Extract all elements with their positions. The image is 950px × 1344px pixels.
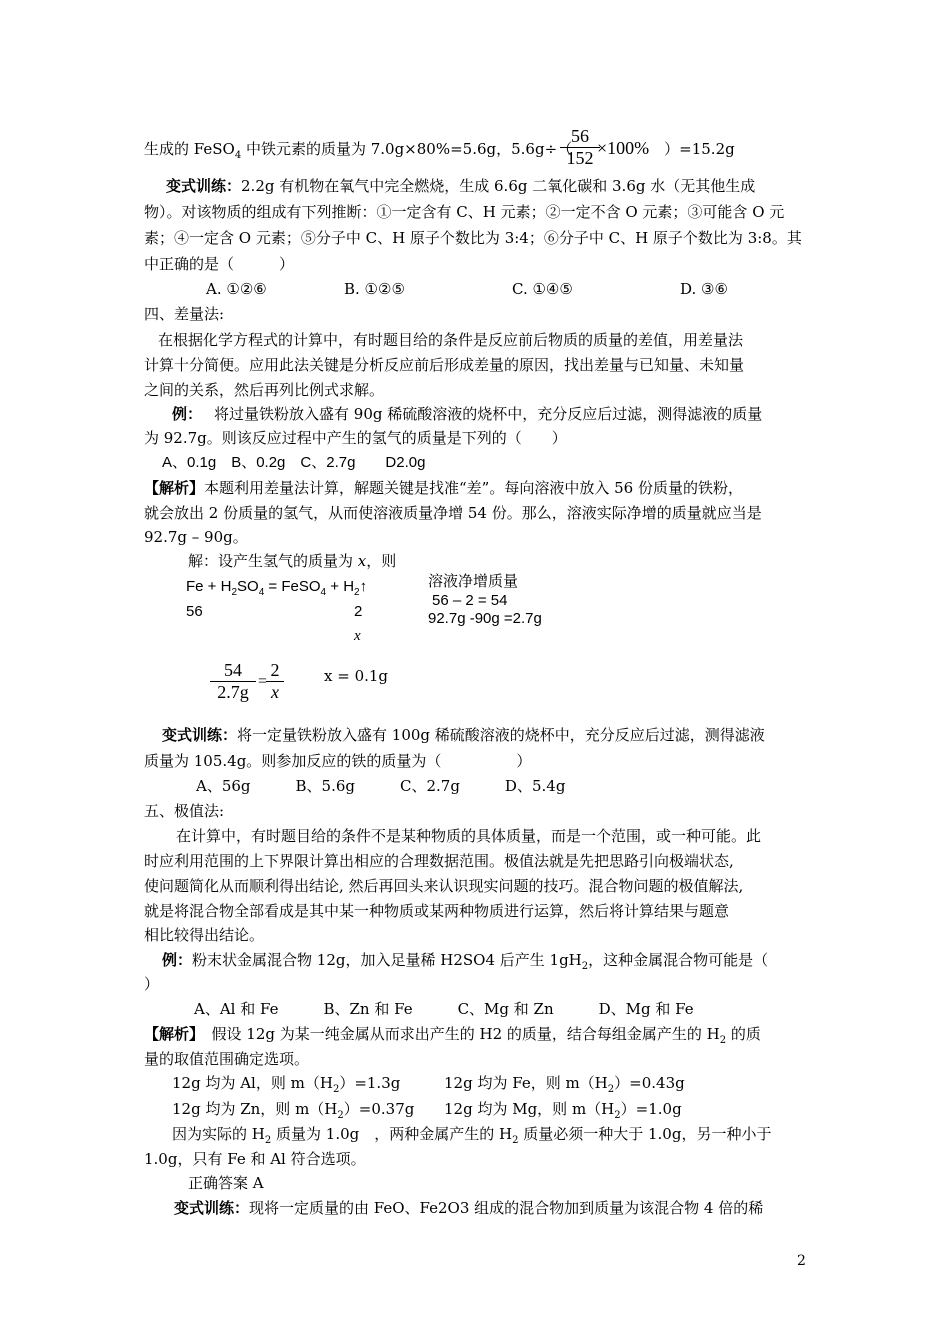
correct-answer: 正确答案 A — [188, 1174, 264, 1192]
text: ）=1.3g — [339, 1074, 401, 1092]
analysis-1-line-2: 就会放出 2 份质量的氢气，从而使溶液质量净增 54 份。那么，溶液实际净增的质量就应当是 — [144, 504, 762, 522]
subscript: 2 — [354, 587, 360, 598]
text: 12g 均为 Mg，则 m（H — [444, 1100, 615, 1118]
section-4-para-line-1: 在根据化学方程式的计算中，有时题目给的条件是反应前后物质的质量的差值，用差量法 — [158, 331, 744, 349]
analysis-2-line-2: 量的取值范围确定选项。 — [144, 1050, 310, 1068]
variable-x: x — [357, 552, 367, 570]
text: 生成的 FeSO — [144, 140, 235, 158]
subscript: 2 — [337, 1110, 344, 1121]
example-1-line-2: 为 92.7g。则该反应过程中产生的氢气的质量是下列的（ ） — [144, 429, 567, 447]
subscript: 2 — [332, 1084, 340, 1095]
section-5-para-line-1: 在计算中，有时题目给的条件不是某种物质的具体质量，而是一个范围，或一种可能。此 — [176, 827, 762, 845]
text: Fe + H — [186, 578, 232, 595]
text: + H — [326, 578, 355, 595]
text: 将过量铁粉放入盛有 90g 稀硫酸溶液的烧杯中，充分反应后过滤，测得滤液的质量 — [214, 405, 763, 423]
analysis-label: 【解析】 — [144, 1025, 197, 1043]
text: 2.2g 有机物在氧气中完全燃烧，生成 6.6g 二氧化碳和 3.6g 水（无其他生成 — [241, 177, 756, 195]
fraction-numerator: 56 — [571, 126, 589, 146]
text: ，则 — [366, 552, 397, 570]
text: ，这种金属混合物可能是（ — [588, 951, 769, 969]
text: 因为实际的 H — [172, 1125, 265, 1143]
section-5-para-line-2: 时应利用范围的上下界限计算出相应的合理数据范围。极值法就是先把思路引向极端状态, — [144, 852, 734, 870]
text: 本题利用差量法计算，解题关键是找准“差”。每向溶液中放入 56 份质量的铁粉， — [204, 479, 743, 497]
result-mg — [444, 1099, 682, 1126]
text: 假设 12g 为某一纯金属从而求出产生的 H2 的质量，结合每组金属产生的 H — [196, 1025, 720, 1043]
fraction-numerator: 54 — [224, 660, 242, 680]
fraction-54-2.7g — [210, 660, 256, 703]
net-increase-title: 溶液净增质量 — [428, 572, 519, 590]
chemical-equation — [186, 577, 367, 603]
variation-2-line-1 — [144, 725, 765, 745]
variation-2-line-2: 质量为 105.4g。则参加反应的铁的质量为（ ） — [144, 752, 532, 770]
text: 将一定量铁粉放入盛有 100g 稀硫酸溶液的烧杯中，充分反应后过滤，测得滤液 — [237, 726, 765, 744]
example-label: 例： — [172, 405, 203, 423]
analysis-1-line-1 — [144, 478, 743, 498]
subscript: 4 — [234, 150, 242, 161]
variation-1-line-2: 物）。对该物质的组成有下列推断：①一定含有 C、H 元素；②一定不含 O 元素；③可能含 O 元 — [144, 203, 785, 221]
result-fe — [444, 1073, 685, 1100]
text: ）=1.0g — [620, 1100, 682, 1118]
variation-1-line-3: 素；④一定含 O 元素；⑤分子中 C、H 原子个数比为 3:4；⑥分子中 C、H 原子个数比为 3:8。其 — [144, 229, 802, 247]
fraction-denominator: 2.7g — [210, 681, 256, 703]
section-5-para-line-5: 相比较得出结论。 — [144, 926, 265, 944]
section-5-para-line-4: 就是将混合物全部看成是其中某一种物质或某两种物质进行运算，然后将计算结果与题意 — [144, 902, 730, 920]
equation-x: x — [354, 628, 361, 644]
variation-1-line-1 — [144, 176, 755, 196]
text: ）=0.43g — [614, 1074, 685, 1092]
x-result: x = 0.1g — [324, 667, 389, 685]
subscript: 4 — [258, 587, 265, 598]
section-5-para-line-3: 使问题简化从而顺利得出结论, 然后再回头来认识现实问题的技巧。混合物问题的极值解法, — [144, 877, 744, 895]
option-b: B. ①②⑤ — [344, 280, 405, 298]
text: 12g 均为 Zn，则 m（H — [172, 1100, 338, 1118]
text: 粉末状金属混合物 12g，加入足量稀 H2SO4 后产生 1gH — [192, 951, 582, 969]
example-2-options: A、Al 和 Fe B、Zn 和 Fe C、Mg 和 Zn D、Mg 和 Fe — [194, 1000, 694, 1018]
example-2-line-2: ） — [144, 975, 160, 993]
example-1-options: A、0.1g B、0.2g C、2.7g D2.0g — [162, 454, 426, 471]
subscript: 2 — [231, 587, 237, 598]
text: 解：设产生氢气的质量为 — [188, 552, 358, 570]
variation-label: 变式训练： — [162, 726, 238, 744]
text: 质量为 1.0g ，两种金属产生的 H — [271, 1125, 513, 1143]
section-4-para-line-3: 之间的关系，然后再列比例式求解。 — [144, 381, 385, 399]
page-number: 2 — [797, 1253, 806, 1269]
section-4-title: 四、差量法: — [144, 305, 225, 323]
text: 中铁元素的质量为 7.0g×80%=5.6g，5.6g÷（ — [241, 140, 573, 158]
fraction-2-x — [266, 660, 284, 703]
times-100-percent: ×100% — [597, 138, 650, 158]
subscript: 2 — [512, 1135, 519, 1146]
variation-label: 变式训练： — [174, 1199, 250, 1217]
equals-sign: = — [258, 673, 268, 690]
equation-fe-mass: 56 — [186, 603, 203, 620]
text: 12g 均为 Al，则 m（H — [172, 1074, 333, 1092]
option-d: D. ③⑥ — [680, 280, 728, 298]
subscript: 2 — [719, 1035, 727, 1046]
subscript: 2 — [614, 1110, 621, 1121]
net-increase-calc-1: 56 – 2 = 54 — [432, 592, 508, 609]
option-c: C. ①④⑤ — [512, 280, 573, 298]
up-arrow-icon: ↑ — [359, 578, 368, 595]
fraction-numerator: 2 — [270, 660, 280, 680]
subscript: 2 — [264, 1135, 272, 1146]
subscript: 2 — [607, 1084, 615, 1095]
fraction-denominator: 152 — [560, 147, 600, 169]
example-1-line-1 — [172, 404, 762, 424]
subscript: 4 — [320, 587, 327, 598]
section-5-title: 五、极值法: — [144, 802, 225, 820]
fraction-denominator: x — [266, 681, 284, 703]
analysis-label: 【解析】 — [144, 479, 205, 497]
example-2-line-1 — [162, 950, 768, 977]
text: SO — [237, 578, 259, 595]
section-4-para-line-2: 计算十分简便。应用此法关键是分析反应前后形成差量的原因，找出差量与已知量、未知量 — [144, 356, 745, 374]
example-label: 例： — [162, 951, 193, 969]
subscript: 2 — [581, 961, 589, 972]
analysis-1-line-3: 92.7g – 90g。 — [144, 528, 248, 546]
result-al — [172, 1073, 400, 1100]
text: 质量必须一种大于 1.0g，另一种小于 — [518, 1125, 772, 1143]
text: 现将一定质量的由 FeO、Fe2O3 组成的混合物加到质量为该混合物 4 倍的稀 — [249, 1199, 764, 1217]
equation-h2-mass: 2 — [354, 603, 363, 620]
text: 的质 — [726, 1025, 761, 1043]
text: = FeSO — [264, 578, 321, 595]
conclusion-line-2: 1.0g，只有 Fe 和 Al 符合选项。 — [144, 1150, 366, 1168]
option-a: A. ①②⑥ — [206, 280, 267, 298]
text: ）=0.37g — [343, 1100, 415, 1118]
variation-label: 变式训练： — [166, 177, 242, 195]
fraction-56-152 — [560, 126, 600, 169]
conclusion-line-1 — [172, 1124, 771, 1151]
analysis-2-line-1 — [144, 1024, 761, 1051]
solution-intro — [188, 551, 396, 571]
text: 12g 均为 Fe，则 m（H — [444, 1074, 608, 1092]
result-zn — [172, 1099, 414, 1126]
variation-3-line-1 — [144, 1198, 763, 1218]
net-increase-calc-2: 92.7g -90g =2.7g — [428, 610, 542, 627]
text: ）=15.2g — [664, 140, 735, 158]
variation-1-line-4: 中正确的是（ ） — [144, 255, 295, 273]
variation-2-options: A、56g B、5.6g C、2.7g D、5.4g — [196, 777, 566, 795]
